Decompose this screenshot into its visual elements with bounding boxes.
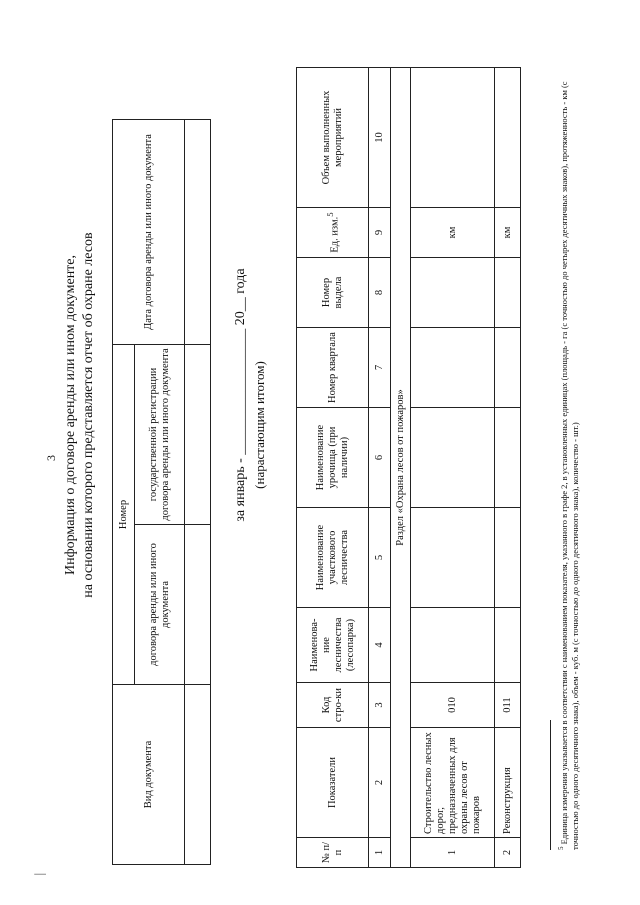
title-line-2: на основании которого представляется отчет об охране лесов <box>81 232 96 598</box>
row-volume <box>495 68 521 208</box>
cell-vid-empty <box>185 685 211 865</box>
row-kvartal <box>495 328 521 408</box>
fire-protection-table <box>296 67 521 868</box>
header-uchastkovoe: Наименование участкового лесничества <box>297 508 369 608</box>
period-blank: __________________ <box>233 328 248 455</box>
row-indicator: Строительство лесных дорог, предназначенных для охраны лесов от пожаров <box>411 728 495 838</box>
col-number: 8 <box>369 258 391 328</box>
table-row <box>495 68 521 868</box>
period-year-blank: __ <box>233 297 248 312</box>
header-lesnichestvo: Наименова-ние лесничества (лесопарка) <box>297 608 369 683</box>
row-indicator: Реконструкция <box>495 728 521 838</box>
col-number: 7 <box>369 328 391 408</box>
header-code: Код стро-ки <box>297 683 369 728</box>
row-lesnichestvo <box>495 608 521 683</box>
col-number: 1 <box>369 838 391 868</box>
col-number: 6 <box>369 408 391 508</box>
document-info-table <box>112 119 211 865</box>
header-unit <box>297 208 369 258</box>
cell-data-empty <box>185 119 211 344</box>
scan-mark: ׀ <box>36 871 47 877</box>
row-kvartal <box>411 328 495 408</box>
row-unit: км <box>495 208 521 258</box>
row-num: 2 <box>495 838 521 868</box>
col-number: 3 <box>369 683 391 728</box>
header-unit-sup: 5 <box>324 212 335 217</box>
title-line-1: Информация о договоре аренды или ином документе, <box>63 254 78 576</box>
header-urochishe: Наименование урочища (при наличии) <box>297 408 369 508</box>
row-code: 011 <box>495 683 521 728</box>
header-vid-dokumenta: Вид документа <box>113 685 185 865</box>
row-urochishe <box>495 408 521 508</box>
table-row <box>411 68 495 868</box>
header-nomer-dogovora: договора аренды или иного документа <box>135 525 185 685</box>
footnote-marker: 5 <box>557 846 565 850</box>
col-number: 10 <box>369 68 391 208</box>
col-number: 9 <box>369 208 391 258</box>
row-vydel <box>495 258 521 328</box>
cell-nomer-registracii-empty <box>185 344 211 524</box>
footnote-rule <box>550 720 551 850</box>
header-data-dogovora: Дата договора аренды или иного документа <box>113 119 185 344</box>
header-num: № п/п <box>297 838 369 868</box>
row-num: 1 <box>411 838 495 868</box>
col-number: 4 <box>369 608 391 683</box>
col-number: 5 <box>369 508 391 608</box>
row-urochishe <box>411 408 495 508</box>
footnote-text: Единица измерения указывается в соответствии с наименованием показателя, указанного в графе 2, в установленных единицах (площадь - га (с точностью до четырех десятичных знаков), протяженность - км (с точностью до одного десятичного знака), объем - куб. м (с точностью до одного десятичного знака), количество - шт.) <box>558 81 580 850</box>
header-unit-label: Ед. изм. <box>329 216 341 253</box>
row-vydel <box>411 258 495 328</box>
period-prefix: за январь - <box>233 458 248 522</box>
cell-nomer-dogovora-empty <box>185 525 211 685</box>
footnote <box>556 80 581 850</box>
header-nomer-registracii: государственной регистрации договора аренды или иного документа <box>135 344 185 524</box>
header-kvartal: Номер квартала <box>297 328 369 408</box>
page-number: 3 <box>44 455 58 461</box>
col-number: 2 <box>369 728 391 838</box>
row-uchastkovoe <box>411 508 495 608</box>
period-note: (нарастающим итогом) <box>252 361 267 489</box>
row-unit: км <box>411 208 495 258</box>
period-line <box>232 185 250 605</box>
section-title: Раздел «Охрана лесов от пожаров» <box>391 68 411 868</box>
row-volume <box>411 68 495 208</box>
header-volume: Объем выполненных мероприятий <box>297 68 369 208</box>
header-vydel: Номер выдела <box>297 258 369 328</box>
row-uchastkovoe <box>495 508 521 608</box>
header-nomer: Номер <box>113 344 135 684</box>
period-year-prefix: 20 <box>233 311 248 326</box>
row-lesnichestvo <box>411 608 495 683</box>
header-indicator: Показатели <box>297 728 369 838</box>
period-suffix: года <box>233 268 248 294</box>
row-code: 010 <box>411 683 495 728</box>
